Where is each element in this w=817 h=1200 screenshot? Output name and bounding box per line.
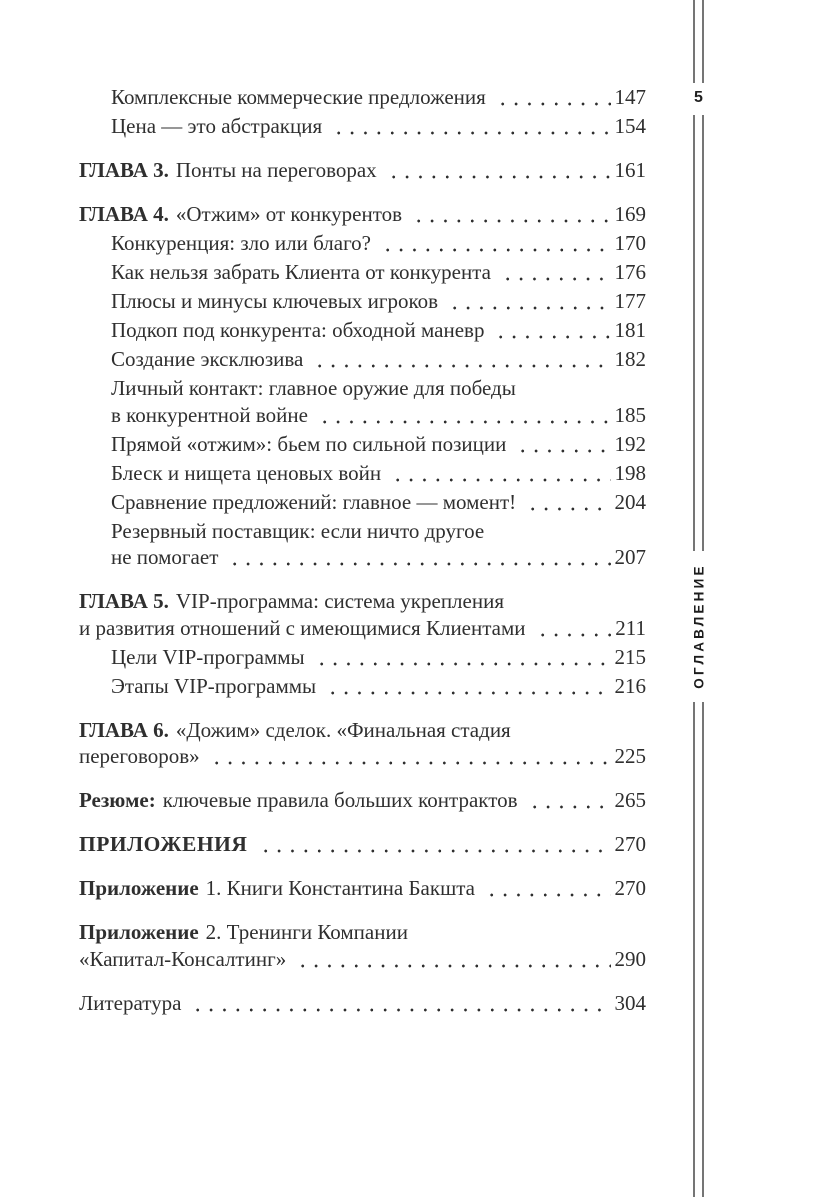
toc-page-number: 198 [614, 460, 646, 485]
toc-page-number: 215 [614, 644, 646, 669]
toc-entry-label: Блеск и нищета ценовых войн [111, 460, 382, 485]
toc-page-number: 169 [614, 202, 646, 226]
toc-entry-prefix: ГЛАВА 4. [79, 202, 169, 226]
toc-entry-label: Резервный поставщик: если ничто другое [111, 518, 485, 543]
page-number-folio: 5 [694, 89, 703, 106]
toc-entry-label: Подкоп под конкурента: обходной маневр [111, 318, 485, 342]
dot-leader [523, 505, 610, 511]
toc-row [79, 672, 646, 701]
toc-page-number: 270 [614, 876, 646, 900]
toc-page-number: 147 [614, 85, 646, 109]
toc-entry-label: Плюсы и минусы ключевых игроков [111, 289, 439, 313]
dot-leader [329, 129, 610, 135]
dot-leader [388, 476, 610, 482]
dot-leader [188, 1006, 610, 1012]
toc-page-number: 154 [614, 114, 646, 138]
toc-row [79, 989, 646, 1018]
toc-page-number: 211 [615, 615, 646, 640]
toc-entry-label: Личный контакт: главное оружие для победы [111, 376, 516, 400]
dot-leader [225, 560, 610, 566]
dot-leader [256, 847, 610, 853]
toc-row [79, 716, 646, 745]
toc-entry-prefix: ГЛАВА 5. [79, 589, 169, 613]
toc-entry-label: 1. Книги Константина Бакшта [205, 876, 476, 900]
toc-page-number: 204 [614, 489, 646, 514]
toc-row [79, 918, 646, 947]
sidebar-title-vertical: ОГЛАВЛЕНИЕ [691, 563, 707, 689]
toc-entry-label: «Отжим» от конкурентов [175, 202, 403, 226]
toc-entry-label: и развития отношений с имеющимися Клиентами [79, 615, 526, 640]
toc-row [79, 830, 646, 859]
toc-row [79, 345, 646, 374]
toc-entry-label: Этапы VIP-программы [111, 673, 317, 698]
toc-row [79, 517, 646, 546]
toc-entry-label: VIP-программа: система укрепления [175, 589, 504, 613]
toc-page-number: 290 [614, 946, 646, 971]
toc-row [79, 945, 646, 974]
toc-row [79, 459, 646, 488]
dot-leader [323, 689, 610, 695]
toc-row [79, 401, 646, 430]
toc-page-number: 161 [614, 158, 646, 182]
dot-leader [498, 275, 611, 281]
toc-entry-label: переговоров» [79, 744, 200, 768]
toc-page-number: 185 [614, 402, 646, 427]
toc-entry-label: «Капитал-Консалтинг» [79, 946, 287, 971]
toc-row [79, 200, 646, 229]
toc-row [79, 112, 646, 141]
toc-entry-label: 2. Тренинги Компании [205, 920, 408, 944]
dot-leader [293, 962, 610, 968]
dot-leader [445, 304, 610, 310]
toc-row [79, 543, 646, 572]
toc-row [79, 874, 646, 903]
toc-row [79, 287, 646, 316]
dot-leader [310, 362, 610, 368]
toc-row [79, 643, 646, 672]
toc-page-number: 265 [614, 788, 646, 812]
toc-entry-label: ключевые правила больших контрактов [162, 788, 518, 812]
toc-row [79, 786, 646, 815]
toc-entry-prefix: Приложение [79, 876, 199, 900]
dot-leader [491, 333, 610, 339]
toc-entry-prefix: ГЛАВА 3. [79, 158, 169, 182]
toc-row [79, 374, 646, 403]
dot-leader [409, 217, 610, 223]
toc-entry-label: Комплексные коммерческие предложения [111, 85, 486, 109]
toc-row [79, 258, 646, 287]
dot-leader [493, 100, 611, 106]
toc-row [79, 488, 646, 517]
toc-row [79, 430, 646, 459]
sidebar-rule [693, 0, 695, 83]
toc-entry-label: Литература [79, 990, 182, 1015]
sidebar-rule [693, 702, 695, 1197]
dot-leader [207, 759, 611, 765]
toc-entry-prefix: Приложение [79, 920, 199, 944]
toc-page-number: 192 [614, 431, 646, 456]
toc-entry-label: Создание эксклюзива [111, 347, 304, 371]
toc-row [79, 83, 646, 112]
toc-entry-label: Прямой «отжим»: бьем по сильной позиции [111, 431, 507, 456]
sidebar-rule [702, 115, 704, 551]
toc-row [79, 156, 646, 185]
toc-page-number: 176 [614, 260, 646, 284]
toc-entry-prefix: Резюме: [79, 788, 156, 812]
dot-leader [533, 631, 612, 637]
toc-row [79, 587, 646, 616]
toc-entry-label: Понты на переговорах [175, 158, 377, 182]
dot-leader [315, 418, 611, 424]
toc-page-number: 182 [614, 347, 646, 371]
toc-page-number: 170 [614, 231, 646, 255]
toc-page-number: 225 [614, 744, 646, 768]
dot-leader [482, 891, 610, 897]
dot-leader [312, 660, 611, 666]
toc-row [79, 742, 646, 771]
toc-page-number: 304 [614, 990, 646, 1015]
sidebar-rule [702, 702, 704, 1197]
toc-row [79, 614, 646, 643]
toc-entry-prefix: ГЛАВА 6. [79, 717, 169, 742]
dot-leader [513, 447, 610, 453]
toc-entry-label: Цели VIP-программы [111, 644, 305, 669]
toc-page-number: 216 [614, 673, 646, 698]
toc-row [79, 229, 646, 258]
dot-leader [384, 173, 611, 179]
toc-entry-label: не помогает [111, 545, 219, 569]
toc-page-number: 177 [614, 289, 646, 313]
table-of-contents [79, 83, 646, 1018]
toc-entry-label: Как нельзя забрать Клиента от конкурента [111, 260, 491, 284]
toc-page-number: 181 [614, 318, 646, 342]
toc-entry-label: Сравнение предложений: главное — момент! [111, 489, 517, 514]
dot-leader [525, 803, 611, 809]
toc-page-number: 207 [614, 545, 646, 569]
sidebar-rule [693, 115, 695, 551]
toc-entry-label: Цена — это абстракция [111, 114, 323, 138]
toc-row [79, 316, 646, 345]
toc-entry-prefix: ПРИЛОЖЕНИЯ [79, 832, 248, 856]
toc-page-number: 270 [614, 832, 646, 856]
sidebar-rule [702, 0, 704, 83]
toc-entry-label: Конкуренция: зло или благо? [111, 231, 371, 255]
toc-entry-label: в конкурентной войне [111, 402, 308, 427]
toc-entry-label: «Дожим» сделок. «Финальная стадия [175, 717, 511, 742]
dot-leader [378, 246, 611, 252]
